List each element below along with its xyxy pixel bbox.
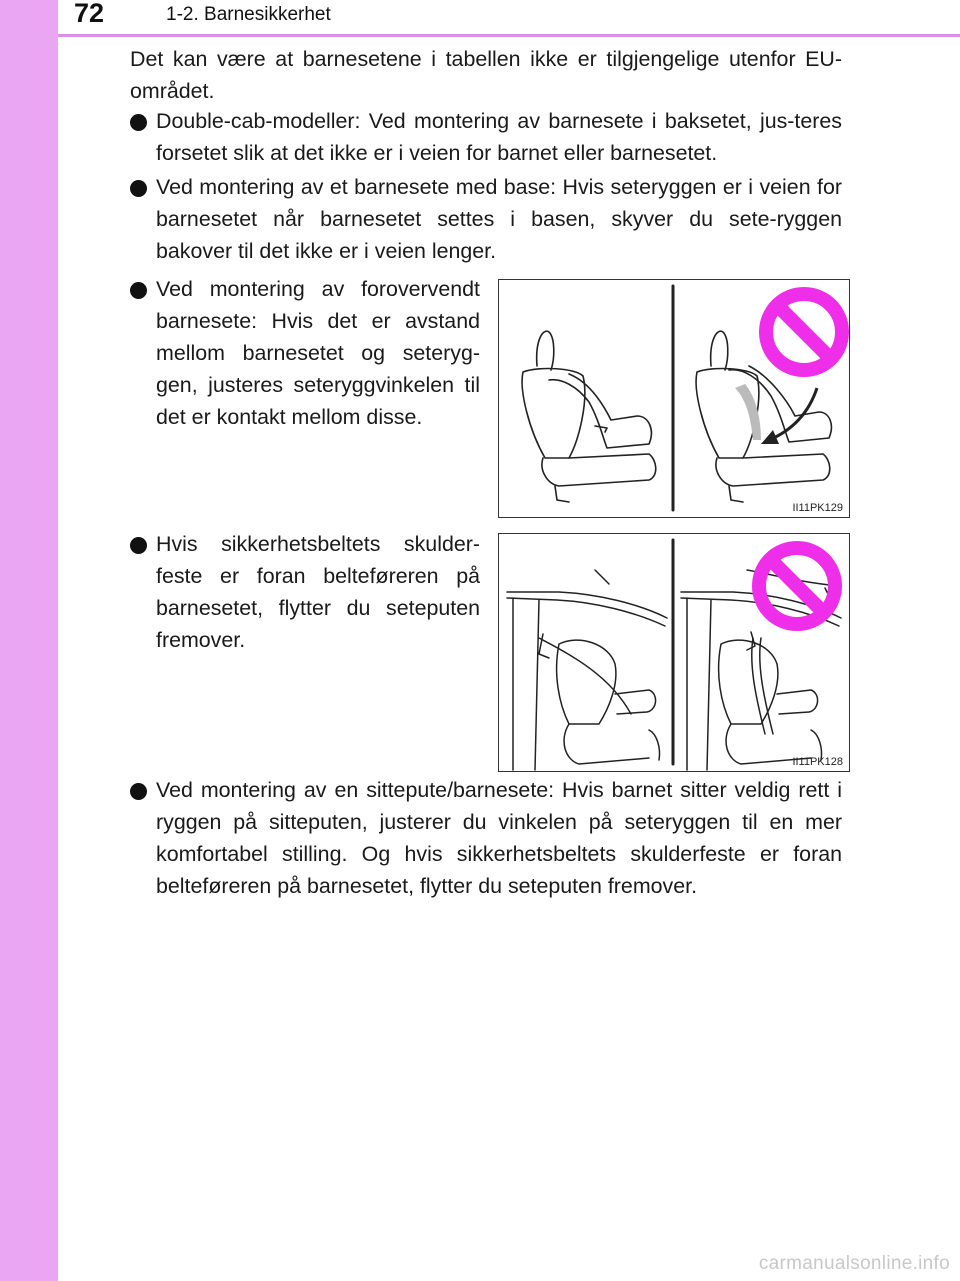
figure-seatback-adjustment [498, 279, 850, 518]
watermark: carmanualsonline.info [758, 1253, 950, 1274]
bullet-icon [130, 282, 147, 299]
bullet-text: Ved montering av et barnesete med base: Hvis seteryggen er i veien for barnesetet når barnesetet settes i basen, skyver du sete-ryggen bakover til det ikke er i veien lenger. [156, 175, 842, 263]
seat-illustration [499, 280, 849, 517]
figure-code: II11PK128 [792, 756, 843, 768]
bullet-text: Hvis sikkerhetsbeltets skulder-feste er foran belteføreren på barnesetet, flytter du seteputen fremover. [156, 532, 480, 652]
prohibited-icon [759, 548, 835, 624]
bullet-icon [130, 783, 147, 800]
intro-paragraph: Det kan være at barnesetene i tabellen ikke er tilgjengelige utenfor EU-området. [130, 47, 842, 103]
bullet-icon [130, 537, 147, 554]
figure-belt-anchor [498, 533, 850, 772]
prohibited-icon [766, 294, 842, 370]
bullet-text: Ved montering av en sittepute/barnesete: Hvis barnet sitter veldig rett i ryggen på sitteputen, justerer du vinkelen på seteryggen til en mer komfortabel stilling. Og hvis sikkerhetsbeltets skulderfeste er foran belteføreren på barnesetet, flytter du seteputen fremover. [156, 778, 842, 898]
section-title: 1-2. Barnesikkerhet [166, 4, 331, 25]
sidebar-tab [0, 0, 58, 1281]
bullet-icon [130, 180, 147, 197]
bullet-icon [130, 114, 147, 131]
bullet-text: Ved montering av forovervendt barnesete: Hvis det er avstand mellom barnesetet og seteryg-gen, justeres seteryggvinkelen til det er kontakt mellom disse. [156, 277, 480, 429]
header-divider [58, 34, 960, 37]
belt-illustration [499, 534, 849, 771]
figure-code: II11PK129 [792, 502, 843, 514]
page-number: 72 [74, 0, 105, 28]
bullet-text: Double-cab-modeller: Ved montering av barnesete i baksetet, jus-teres forsetet slik at det ikke er i veien for barnet eller barnesetet. [156, 109, 842, 165]
